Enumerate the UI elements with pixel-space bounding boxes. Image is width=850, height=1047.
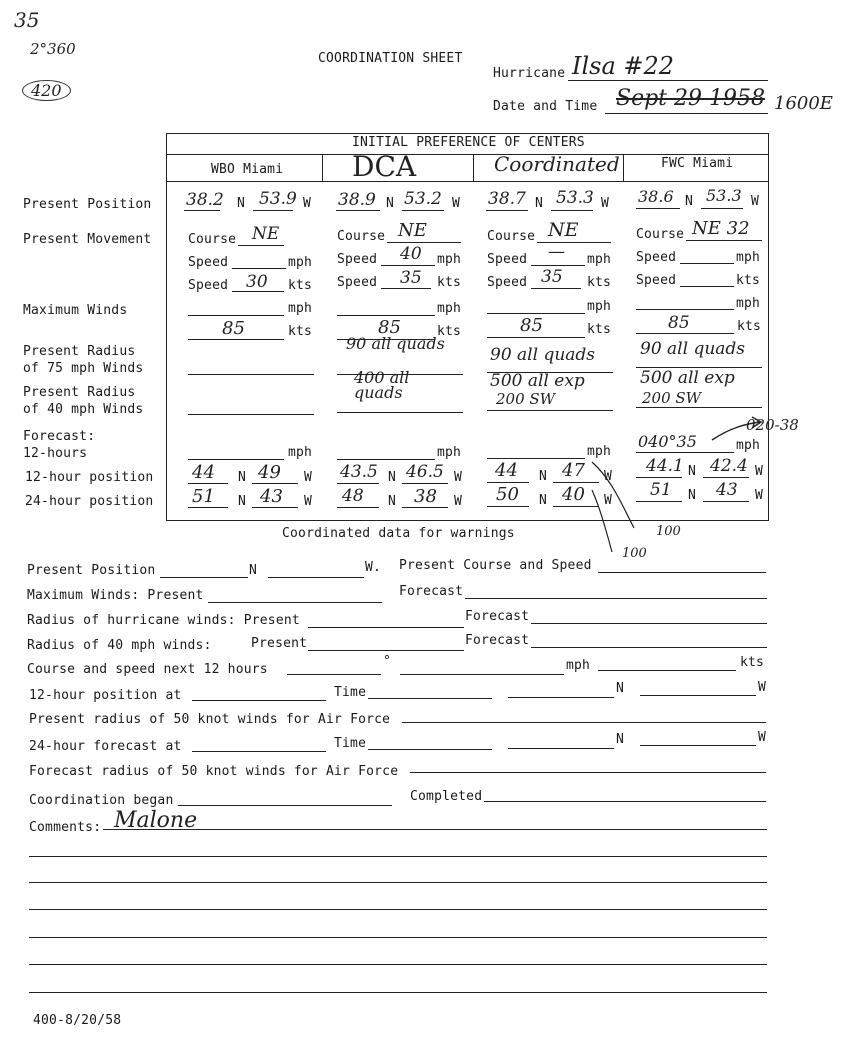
fwc-max-kts-unit: kts [737,319,762,334]
wbo-p24-w: 43 [260,486,283,507]
w-course-speed-line [598,572,766,573]
dca-r75: 90 all quads [346,334,445,353]
row-label-forecast-12h: 12-hours [23,446,88,461]
coord-speed-kts: 35 [541,267,563,287]
dca-p12-n-label: N [388,470,397,485]
coord-kts-unit: kts [587,275,612,290]
w-pos12-at-line [192,700,326,701]
w-forecast-radius50-line [410,772,766,773]
margin-note-100-a: 100 [656,524,681,539]
dca-r40: 400 all quads [354,368,410,402]
coord-speed-mph-label: Speed [487,252,528,267]
form-title: COORDINATION SHEET [318,51,463,66]
coord-p24-w-label: W [604,493,613,508]
fwc-p24-n-label: N [688,488,697,503]
w-radius40-label: Radius of 40 mph winds: [27,638,212,653]
fwc-pos-n-label: N [685,194,694,209]
w-comments-label: Comments: [29,820,102,835]
fwc-speed-kts-label: Speed [636,273,677,288]
coord-p12-w: 47 [562,460,585,481]
wbo-speed-kts: 30 [246,272,268,292]
w-present-position-w-line [268,577,364,578]
coord-course: NE [548,219,579,241]
w-radius50-present-label: Present radius of 50 knot winds for Air Force [29,712,391,727]
row-label-present-movement: Present Movement [23,232,152,247]
fwc-course-label: Course [636,227,685,242]
coord-speed-kts-label: Speed [487,275,528,290]
dca-pos-n-label: N [386,196,395,211]
fwc-pos-w: 53.3 [706,186,742,205]
wbo-p24-w-label: W [304,494,313,509]
fwc-course: NE 32 [692,218,750,239]
dca-p24-w-label: W [454,494,463,509]
wbo-p12-w-label: W [304,470,313,485]
coord-p24-n-label: N [539,493,548,508]
dca-max-kts: 85 [378,317,401,338]
coord-p12-n-label: N [539,469,548,484]
coord-p24-w: 40 [562,484,585,505]
row-label-radius75-2: of 75 mph Winds [23,361,144,376]
fwc-speed-mph-label: Speed [636,250,677,265]
wbo-speed-mph-label: Speed [188,255,229,270]
dca-course-label: Course [337,229,386,244]
coord-course-label: Course [487,229,536,244]
coord-speed-mph: — [548,242,565,262]
wbo-max-mph-unit: mph [288,301,313,316]
wbo-p12-w: 49 [258,462,281,483]
coord-p12-n: 44 [495,460,518,481]
wbo-pos-w: 53.9 [259,189,297,209]
fwc-f12-note: 020-38 [746,416,799,434]
w-comments-line-2 [29,856,767,857]
w-forecast24-time-line [368,749,492,750]
wbo-max-kts: 85 [222,318,245,339]
form-number: 400-8/20/58 [33,1013,122,1028]
w-course-next12-kts: kts [740,655,765,670]
dca-max-kts-unit: kts [437,324,462,339]
wbo-p24-n-label: N [238,494,247,509]
w-forecast-radius50-label: Forecast radius of 50 knot winds for Air Force [29,764,399,779]
wbo-f12-mph-unit: mph [288,445,313,460]
fwc-max-kts: 85 [668,313,690,333]
wbo-p12-n: 44 [192,462,215,483]
datetime-value: Sept 29 1958 [616,86,765,111]
w-course-next12-mph: mph [566,658,591,673]
dca-max-mph-unit: mph [437,301,462,316]
w-radius40-present-line [308,650,464,651]
w-radius50-present-line [402,722,766,723]
fwc-f12-dir: 040°35 [638,432,697,451]
wbo-p24-n: 51 [192,486,215,507]
fwc-p24-w: 43 [716,480,738,500]
w-pos12-at-label: 12-hour position at [29,688,182,703]
dca-pos-w-label: W [452,196,461,211]
w-coordination-began-line [178,805,392,806]
w-pos12-n: N [616,681,625,696]
wbo-max-kts-unit: kts [288,324,313,339]
corner-note-circled: 420 [22,80,71,101]
w-forecast24-time-label: Time [334,736,367,751]
w-pos12-w: W [758,680,767,695]
wbo-speed-kts-label: Speed [188,278,229,293]
coord-r40a: 500 all exp [490,371,585,391]
coord-mph-unit: mph [587,252,612,267]
w-completed-label: Completed [410,789,483,804]
wbo-p12-n-label: N [238,470,247,485]
fwc-r40b: 200 SW [642,389,702,407]
coord-f12-mph-unit: mph [587,444,612,459]
w-radius-hurricane-label: Radius of hurricane winds: Present [27,613,300,628]
w-radius-hurricane-forecast-line [531,623,767,624]
dca-p24-n-label: N [388,494,397,509]
w-comments-line-4 [29,909,767,910]
w-forecast24-n-line [508,748,614,749]
dca-speed-kts-label: Speed [337,275,378,290]
w-radius40-present-label: Present [251,636,308,651]
coord-pos-w: 53.3 [556,188,594,208]
dca-p12-w: 46.5 [406,462,444,482]
dca-speed-mph: 40 [400,244,422,264]
dca-p24-n: 48 [342,486,364,506]
dca-p12-n: 43.5 [340,462,378,482]
wbo-pos-n-label: N [237,196,246,211]
hurricane-label: Hurricane [493,66,566,81]
fwc-p12-w: 42.4 [710,456,748,476]
corner-note-bearing: 2°360 [30,40,76,58]
w-radius-hurricane-forecast-label: Forecast [465,609,530,624]
w-present-position-label: Present Position [27,563,156,578]
dca-speed-mph-label: Speed [337,252,378,267]
w-max-winds-forecast-label: Forecast [399,584,464,599]
w-pos12-time-line [368,698,492,699]
w-pos12-n-line [508,697,614,698]
fwc-mph-unit: mph [736,250,761,265]
coord-max-mph-unit: mph [587,299,612,314]
w-course-next12-mph-line [400,674,564,675]
w-present-position-n: N [249,563,258,578]
fwc-max-mph-unit: mph [736,296,761,311]
w-max-winds-label: Maximum Winds: Present [27,588,204,603]
dca-p12-w-label: W [454,470,463,485]
w-forecast24-n: N [616,732,625,747]
w-comments-line-7 [29,992,767,993]
w-pos12-w-line [640,695,756,696]
w-comments-line-6 [29,964,767,965]
row-label-24h-position: 24-hour position [25,494,154,509]
w-course-next12-degree: ° [383,654,392,669]
row-label-12h-position: 12-hour position [25,470,154,485]
coord-p24-n: 50 [496,484,519,505]
w-forecast24-at-line [192,751,326,752]
fwc-f12-mph-unit: mph [736,438,761,453]
fwc-p24-n: 51 [650,480,672,500]
dca-course: NE [398,220,427,241]
w-pos12-time-label: Time [334,685,367,700]
w-completed-line [484,801,766,802]
dca-pos-n: 38.9 [338,190,376,210]
w-course-next12-label: Course and speed next 12 hours [27,662,268,677]
coord-max-kts: 85 [520,315,543,336]
wbo-pos-n: 38.2 [186,190,224,210]
row-label-maximum-winds: Maximum Winds [23,303,128,318]
preference-table-title: INITIAL PREFERENCE OF CENTERS [352,135,585,150]
hurricane-value: Ilsa #22 [572,52,675,80]
fwc-r75: 90 all quads [640,339,746,359]
coord-r40b: 200 SW [496,390,556,408]
row-label-radius75-1: Present Radius [23,344,136,359]
fwc-p12-n: 44.1 [646,456,684,476]
wbo-kts-unit: kts [288,278,313,293]
wbo-pos-w-label: W [303,196,312,211]
row-label-present-position: Present Position [23,197,152,212]
row-label-radius40-1: Present Radius [23,385,136,400]
col-header-coordinated: Coordinated [494,152,620,176]
col-header-wbo: WBO Miami [211,162,284,177]
dca-speed-kts: 35 [400,268,422,288]
coord-pos-n-label: N [535,196,544,211]
dca-p24-w: 38 [414,486,437,507]
coord-r75: 90 all quads [490,345,596,365]
col-header-fwc: FWC Miami [661,156,734,171]
w-max-winds-forecast-line [465,598,767,599]
coord-p12-w-label: W [604,469,613,484]
w-comments-value: Malone [114,808,198,833]
fwc-p24-w-label: W [755,488,764,503]
w-comments-line-5 [29,937,767,938]
datetime-label: Date and Time [493,99,598,114]
fwc-p12-n-label: N [688,464,697,479]
wbo-course: NE [252,224,280,244]
w-forecast24-at-label: 24-hour forecast at [29,739,182,754]
dca-kts-unit: kts [437,275,462,290]
corner-note-35: 35 [14,8,40,32]
dca-f12-mph-unit: mph [437,445,462,460]
row-label-forecast: Forecast: [23,429,96,444]
col-header-dca: DCA [352,150,417,183]
w-course-speed-label: Present Course and Speed [399,558,592,573]
fwc-kts-unit: kts [736,273,761,288]
w-comments-line-3 [29,882,767,883]
w-coordination-began-label: Coordination began [29,793,174,808]
coord-pos-n: 38.7 [488,189,526,209]
w-comments-line-1 [103,829,767,830]
w-max-winds-present-line [208,602,382,603]
row-label-radius40-2: of 40 mph Winds [23,402,144,417]
warnings-title: Coordinated data for warnings [282,526,515,541]
w-radius40-forecast-line [531,647,767,648]
w-radius40-forecast-label: Forecast [465,633,530,648]
coord-max-kts-unit: kts [587,322,612,337]
dca-mph-unit: mph [437,252,462,267]
wbo-mph-unit: mph [288,255,313,270]
fwc-pos-n: 38.6 [638,187,674,206]
w-course-next12-kts-line [598,670,736,671]
w-course-next12-course-line [287,674,381,675]
w-radius-hurricane-present-line [308,627,464,628]
w-forecast24-w: W [758,730,767,745]
datetime-extra: 1600E [774,93,833,114]
wbo-course-label: Course [188,232,237,247]
margin-note-100-b: 100 [622,546,647,561]
w-forecast24-w-line [640,745,756,746]
fwc-p12-w-label: W [755,464,764,479]
coord-pos-w-label: W [601,196,610,211]
fwc-pos-w-label: W [751,194,760,209]
fwc-r40a: 500 all exp [640,368,735,388]
dca-pos-w: 53.2 [404,189,442,209]
w-present-position-w: W. [365,560,382,575]
w-present-position-n-line [160,577,248,578]
